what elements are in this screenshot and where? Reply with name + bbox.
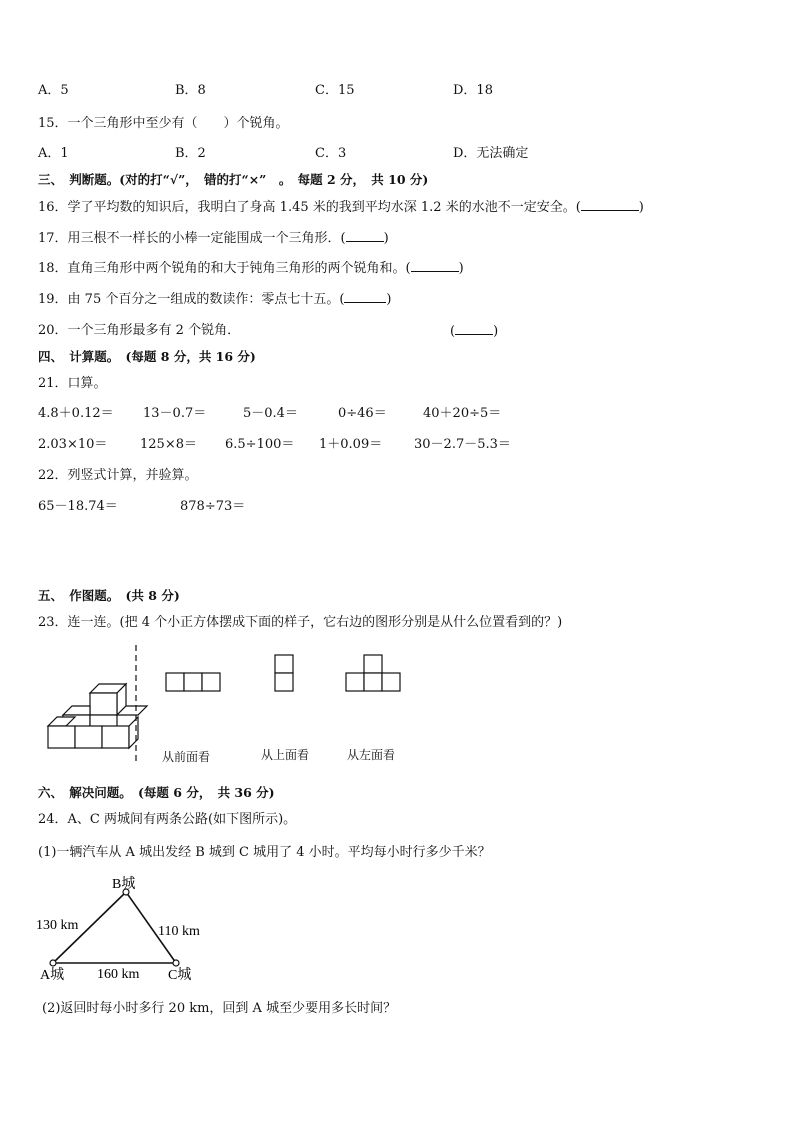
calc-item: 65－18.74＝ [38, 499, 118, 514]
q22-title: 22．列竖式计算，并验算。 [38, 468, 198, 483]
calc-item: 6.5÷100＝ [225, 437, 295, 452]
q19-text: 19．由 75 个百分之一组成的数读作：零点七十五。( [38, 292, 345, 307]
calc-item: 40＋20÷5＝ [423, 406, 502, 421]
calc-item: 30－2.7－5.3＝ [414, 437, 511, 452]
q17-text: 17．用三根不一样长的小棒一定能围成一个三角形．( [38, 231, 346, 246]
calc-item: 2.03×10＝ [38, 437, 108, 452]
calc-item: 1＋0.09＝ [319, 437, 383, 452]
q19-close: ) [386, 292, 392, 307]
q20-text: 20．一个三角形最多有 2 个锐角． [38, 323, 241, 338]
city-b-label: B城 [112, 877, 136, 892]
q16-close: ) [638, 200, 644, 215]
q23-stem: 23．连一连。(把 4 个小正方体摆成下面的样子，它右边的图形分别是从什么位置看到的？) [38, 615, 563, 630]
distance-ab-label: 130 km [36, 918, 79, 933]
q17-close: ) [383, 231, 389, 246]
q16 [38, 199, 644, 216]
q19 [38, 291, 392, 308]
q14-option-d: D．18 [453, 83, 493, 98]
city-a-point [50, 960, 56, 966]
city-c-point [173, 960, 179, 966]
view-label-top: 从上面看 [261, 748, 310, 762]
answer-blank[interactable] [346, 230, 384, 242]
section-6-heading: 六、 解决问题。 (每题 6 分， 共 36 分) [38, 785, 275, 800]
distance-bc-label: 110 km [158, 924, 200, 939]
city-a-label: A城 [40, 968, 65, 983]
q15-option-a: A．1 [38, 146, 69, 161]
q20-close: ) [493, 324, 499, 339]
calc-item: 13－0.7＝ [143, 406, 207, 421]
city-roads-diagram [30, 872, 230, 987]
section-3-heading: 三、 判断题。(对的打“√”， 错的打“×” 。 每题 2 分， 共 10 分) [38, 172, 429, 187]
answer-blank[interactable] [344, 291, 386, 303]
q15-option-d: D．无法确定 [453, 146, 529, 161]
q18-close: ) [458, 261, 464, 276]
q18-text: 18．直角三角形中两个锐角的和大于钝角三角形的两个锐角和。( [38, 261, 411, 276]
q15-option-c: C．3 [315, 146, 347, 161]
q20-answer [450, 323, 498, 340]
left-view-shape [346, 655, 400, 691]
q24-part-1: (1)一辆汽车从 A 城出发经 B 城到 C 城用了 4 小时。平均每小时行多少千米？ [38, 845, 491, 860]
city-c-label: C城 [168, 968, 192, 983]
q15-option-b: B．2 [175, 146, 206, 161]
view-label-front: 从前面看 [162, 750, 211, 764]
calc-item: 4.8＋0.12＝ [38, 406, 114, 421]
q15-stem: 15．一个三角形中至少有（ ）个锐角。 [38, 116, 289, 131]
q14-option-a: A．5 [38, 83, 69, 98]
q20-open: ( [450, 324, 456, 339]
q24-stem: 24．A、C 两城间有两条公路(如下图所示)。 [38, 812, 297, 827]
q14-option-c: C．15 [315, 83, 355, 98]
q18 [38, 260, 464, 277]
section-5-heading: 五、 作图题。 (共 8 分) [38, 588, 180, 603]
answer-blank[interactable] [455, 323, 493, 335]
q24-part-2: (2)返回时每小时多行 20 km，回到 A 城至少要用多长时间？ [42, 1001, 397, 1016]
answer-blank[interactable] [581, 199, 639, 211]
calc-item: 125×8＝ [140, 437, 197, 452]
section-4-heading: 四、 计算题。 (每题 8 分，共 16 分) [38, 349, 256, 364]
top-view-shape [275, 655, 293, 691]
calc-item: 5－0.4＝ [243, 406, 298, 421]
q16-text: 16．学了平均数的知识后，我明白了身高 1.45 米的我到平均水深 1.2 米的水池不一定安全。( [38, 200, 581, 215]
q17 [38, 230, 389, 247]
answer-blank[interactable] [411, 260, 459, 272]
view-label-left: 从左面看 [347, 748, 396, 762]
front-view-shape [166, 673, 220, 691]
q21-title: 21．口算。 [38, 376, 107, 391]
calc-item: 878÷73＝ [180, 499, 246, 514]
q14-option-b: B．8 [175, 83, 206, 98]
calc-item: 0÷46＝ [338, 406, 387, 421]
distance-ac-label: 160 km [97, 967, 140, 982]
